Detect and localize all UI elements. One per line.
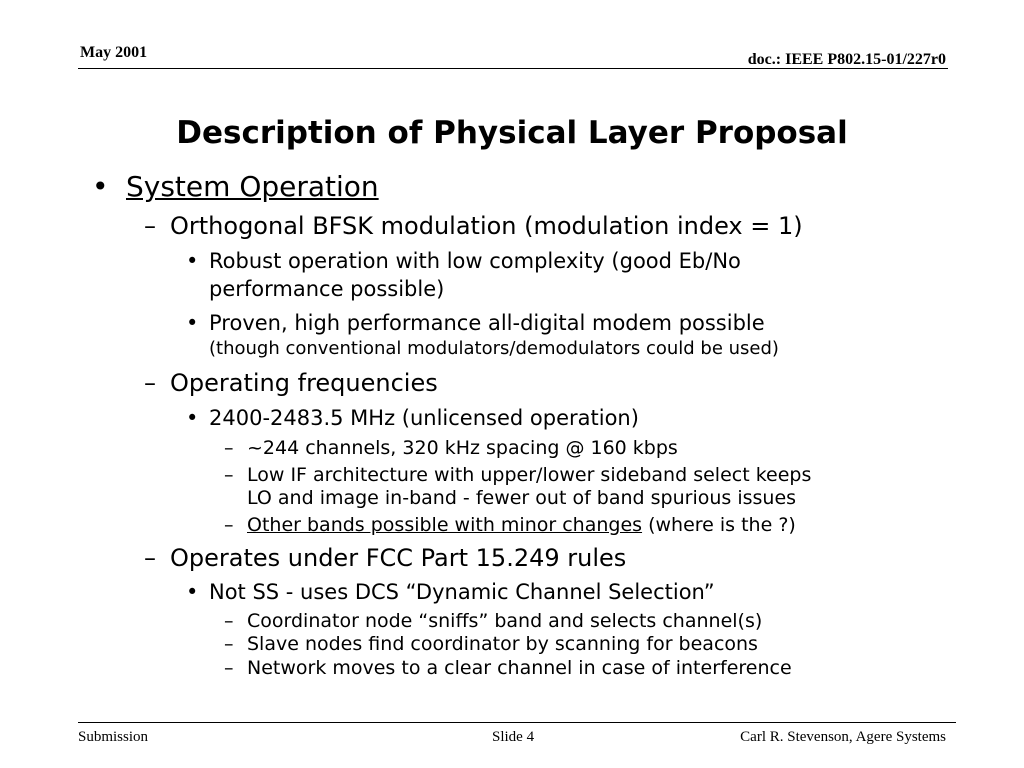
dash-marker: – bbox=[224, 657, 234, 679]
footer-submission: Submission bbox=[78, 729, 149, 745]
footer-author: Carl R. Stevenson, Agere Systems bbox=[740, 729, 946, 745]
dash-marker: – bbox=[144, 212, 156, 240]
detail-other-bands bbox=[247, 514, 796, 536]
sub-operating-frequencies: Operating frequencies bbox=[170, 369, 438, 397]
bullet-system-operation: System Operation bbox=[126, 170, 379, 203]
bullet-marker: • bbox=[186, 249, 199, 273]
dash-marker: – bbox=[224, 514, 234, 536]
dash-marker: – bbox=[144, 369, 156, 397]
bullet-marker: • bbox=[186, 406, 199, 430]
dash-marker: – bbox=[144, 544, 156, 572]
item-proven-line2: (though conventional modulators/demodulators could be used) bbox=[209, 338, 779, 359]
footer-divider bbox=[78, 722, 956, 723]
bullet-marker: • bbox=[186, 311, 199, 335]
detail-coordinator-sniffs: Coordinator node “sniffs” band and selects channel(s) bbox=[247, 610, 763, 632]
item-proven-line1: Proven, high performance all-digital modem possible bbox=[209, 311, 765, 335]
item-band-2400: 2400-2483.5 MHz (unlicensed operation) bbox=[209, 406, 639, 430]
header-doc-id: doc.: IEEE P802.15-01/227r0 bbox=[747, 51, 946, 68]
other-bands-underlined: Other bands possible with minor changes bbox=[247, 514, 643, 536]
item-not-ss: Not SS - uses DCS “Dynamic Channel Selection” bbox=[209, 580, 715, 604]
bullet-marker: • bbox=[92, 170, 109, 203]
footer-slide-number: Slide 4 bbox=[492, 729, 535, 745]
detail-network-moves: Network moves to a clear channel in case of interference bbox=[247, 657, 792, 679]
other-bands-note: (where is the ?) bbox=[642, 514, 796, 536]
detail-channels: ~244 channels, 320 kHz spacing @ 160 kbps bbox=[247, 437, 678, 459]
sub-modulation: Orthogonal BFSK modulation (modulation index = 1) bbox=[170, 212, 803, 240]
detail-low-if-line1: Low IF architecture with upper/lower sideband select keeps bbox=[247, 464, 812, 486]
sub-fcc-rules: Operates under FCC Part 15.249 rules bbox=[170, 544, 627, 572]
dash-marker: – bbox=[224, 610, 234, 632]
detail-slave-nodes: Slave nodes find coordinator by scanning for beacons bbox=[247, 633, 758, 655]
dash-marker: – bbox=[224, 464, 234, 486]
dash-marker: – bbox=[224, 437, 234, 459]
item-robust-line1: Robust operation with low complexity (good Eb/No bbox=[209, 249, 741, 273]
dash-marker: – bbox=[224, 633, 234, 655]
detail-low-if-line2: LO and image in-band - fewer out of band spurious issues bbox=[247, 487, 797, 509]
bullet-marker: • bbox=[186, 580, 199, 604]
header-date: May 2001 bbox=[80, 44, 148, 61]
header-divider bbox=[78, 68, 948, 69]
item-robust-line2: performance possible) bbox=[209, 277, 445, 301]
slide-title: Description of Physical Layer Proposal bbox=[176, 115, 848, 151]
